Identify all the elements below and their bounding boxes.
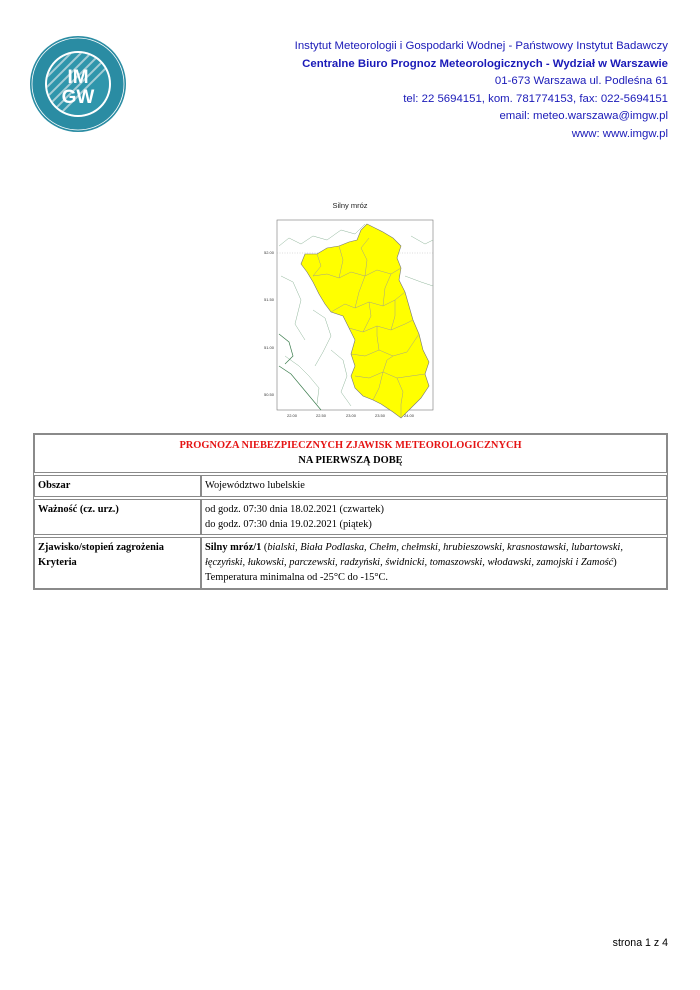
lat-label-50-5: 50.50 bbox=[263, 392, 274, 397]
phenomenon-row bbox=[34, 537, 667, 589]
validity-row bbox=[34, 499, 667, 535]
area-value: Województwo lubelskie bbox=[201, 475, 667, 496]
validity-from: od godz. 07:30 dnia 18.02.2021 (czwartek) bbox=[205, 503, 384, 515]
phenomenon-label: Zjawisko/stopień zagrożenia bbox=[38, 542, 164, 554]
lat-label-51: 51.00 bbox=[263, 345, 274, 350]
phenomenon-name: Silny mróz/1 bbox=[205, 542, 262, 554]
area-label: Obszar bbox=[34, 475, 201, 496]
lon-label-22: 22.00 bbox=[286, 413, 298, 418]
phenomenon-areas: bialski, Biała Podlaska, Chełm, chełmski, hrubieszowski, krasnostawski, lubartowski, łęczyński, łukowski, parczewski, radzyński, świdnicki, tomaszowski, włodawski, zamojski i Zamość bbox=[205, 542, 623, 569]
header-website[interactable]: www: www.imgw.pl bbox=[571, 127, 668, 140]
map-title: Silny mróz bbox=[332, 201, 368, 210]
validity-label: Ważność (cz. urz.) bbox=[34, 499, 201, 535]
criteria-label: Kryteria bbox=[38, 557, 77, 569]
area-row bbox=[34, 475, 667, 496]
criteria-value: Temperatura minimalna od -25°C do -15°C. bbox=[205, 572, 389, 584]
forecast-title-cell bbox=[34, 434, 667, 473]
lon-label-23-5: 23.50 bbox=[374, 413, 386, 418]
lat-label-52: 52.00 bbox=[263, 250, 274, 255]
forecast-table bbox=[33, 433, 668, 590]
lat-label-51-5: 51.50 bbox=[263, 297, 274, 302]
lon-label-24: 24.00 bbox=[403, 413, 415, 418]
institute-header bbox=[295, 38, 668, 144]
header-email[interactable]: email: meteo.warszawa@imgw.pl bbox=[499, 110, 668, 123]
warning-map bbox=[255, 216, 435, 422]
validity-value bbox=[201, 499, 667, 535]
lon-label-23: 23.00 bbox=[345, 413, 357, 418]
lon-label-22-5: 22.50 bbox=[315, 413, 327, 418]
header-bureau: Centralne Biuro Prognoz Meteorologicznych - Wydział w Warszawie bbox=[302, 57, 668, 70]
validity-to: do godz. 07:30 dnia 19.02.2021 (piątek) bbox=[205, 518, 372, 530]
phenomenon-label-cell bbox=[34, 537, 201, 589]
header-phone: tel: 22 5694151, kom. 781774153, fax: 022-5694151 bbox=[403, 92, 668, 105]
header-address: 01-673 Warszawa ul. Podleśna 61 bbox=[494, 75, 668, 88]
logo-letters-top: IM bbox=[67, 67, 89, 88]
phenomenon-description: Silny mróz/1 (bialski, Biała Podlaska, Chełm, chełmski, hrubieszowski, krasnostawski, lubartowski, łęczyński, łukowski, parczewski, radzyński, świdnicki, tomaszowski, włodawski, zamojski i Zamość) bbox=[205, 542, 623, 569]
header-institute: Instytut Meteorologii i Gospodarki Wodnej - Państwowy Instytut Badawczy bbox=[294, 40, 668, 52]
logo-letters-bottom: GW bbox=[61, 87, 95, 108]
phenomenon-value bbox=[201, 537, 667, 589]
imgw-logo bbox=[29, 35, 127, 133]
page-number: strona 1 z 4 bbox=[612, 937, 668, 949]
forecast-title: PROGNOZA NIEBEZPIECZNYCH ZJAWISK METEOROLOGICZNYCH bbox=[179, 440, 522, 451]
forecast-subtitle: NA PIERWSZĄ DOBĘ bbox=[298, 455, 403, 467]
